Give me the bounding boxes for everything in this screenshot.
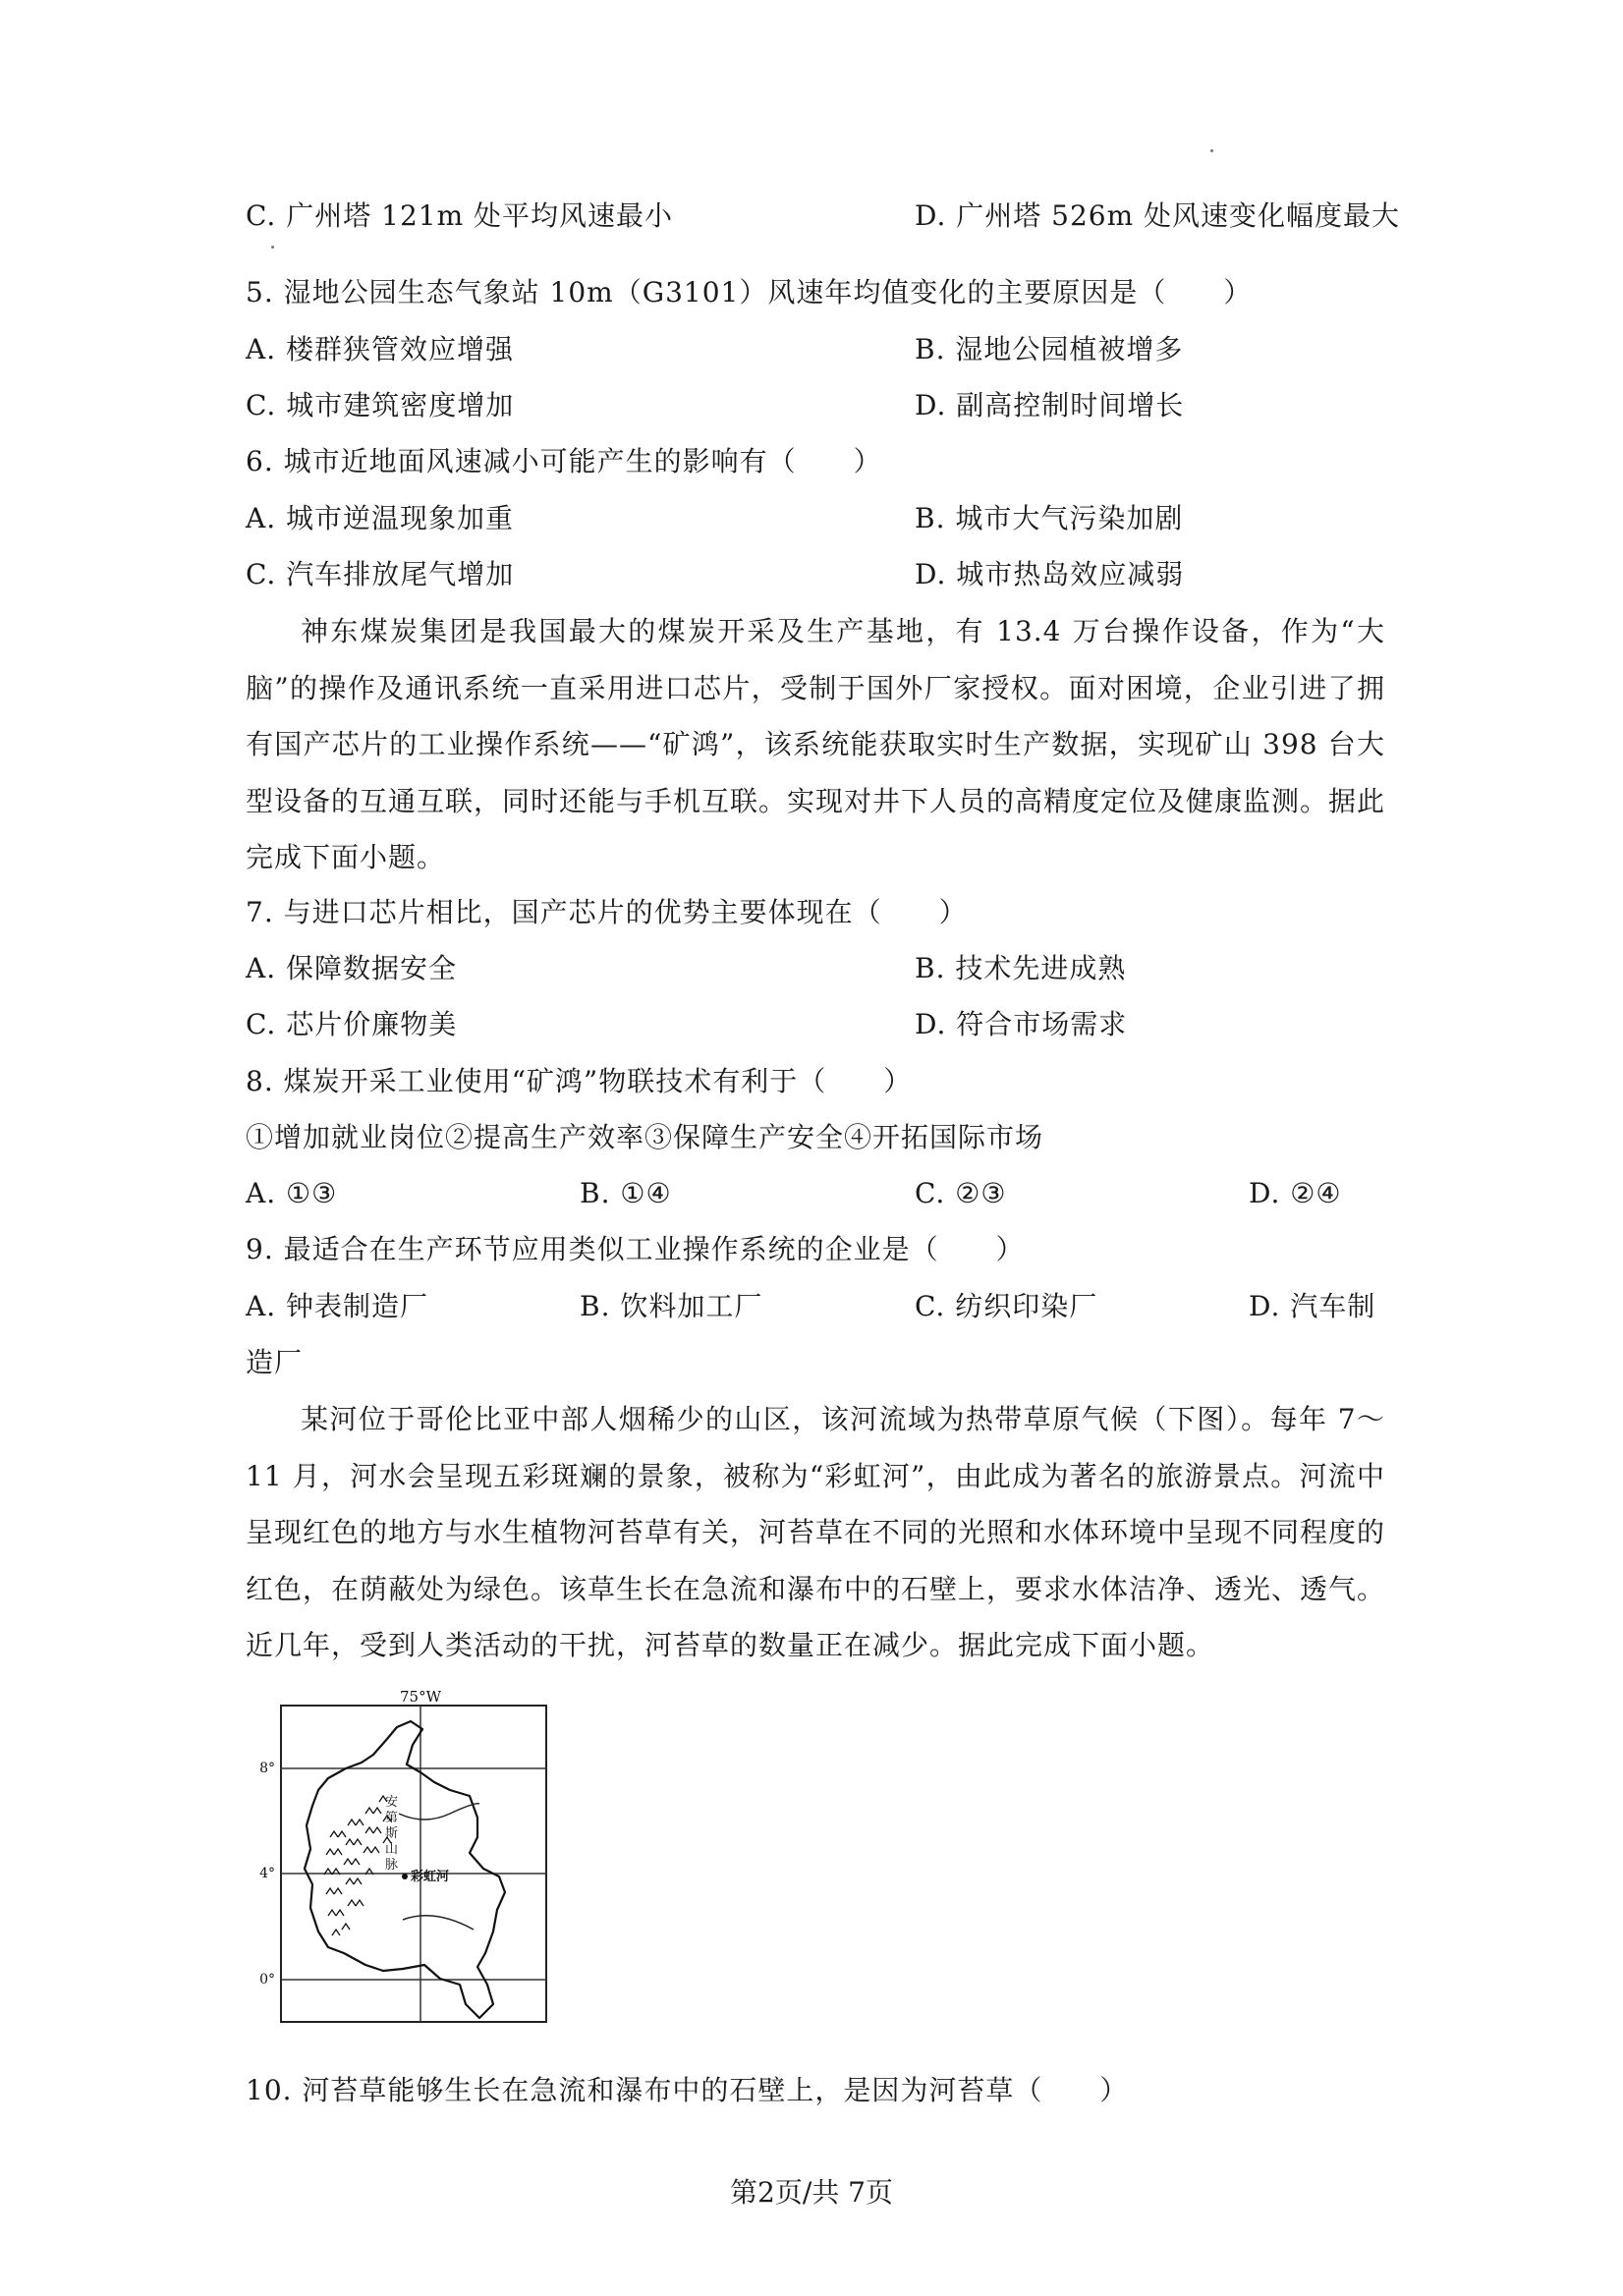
q10-stem: 10. 河苔草能够生长在急流和瀑布中的石壁上，是因为河苔草（ ）: [246, 2074, 1129, 2106]
latitude-label-8: 8°: [259, 1761, 275, 1776]
q8-option-d: D. ②④: [1249, 1177, 1342, 1209]
q9-option-d-wrap: 造厂: [246, 1346, 304, 1378]
latitude-label-0: 0°: [259, 1972, 275, 1988]
colombia-map: [259, 1688, 554, 2042]
q8-option-c: C. ②③: [915, 1177, 1007, 1209]
q9-option-d: D. 汽车制: [1249, 1290, 1376, 1322]
passage-rainbow-text: 某河位于哥伦比亚中部人烟稀少的山区，该河流域为热带草原气候（下图）。每年 7～11 月，河水会呈现五彩斑斓的景象，被称为“彩虹河”，由此成为著名的旅游景点。河流中呈现红色的地方与水生植物河苔草有关，河苔草在不同的光照和水体环境中呈现不同程度的红色，在荫蔽处为绿色。该草生长在急流和瀑布中的石壁上，要求水体洁净、透光、透气。近几年，受到人类活动的干扰，河苔草的数量正在减少。据此完成下面小题。: [246, 1403, 1386, 1661]
q7-option-a: A. 保障数据安全: [246, 952, 458, 984]
q8-items: ①增加就业岗位②提高生产效率③保障生产安全④开拓国际市场: [246, 1121, 1044, 1153]
q9-stem: 9. 最适合在生产环节应用类似工业操作系统的企业是（ ）: [246, 1233, 1025, 1265]
river-line: [399, 1804, 479, 1820]
q8-option-b: B. ①④: [580, 1177, 672, 1209]
scan-speck: [271, 246, 274, 249]
q5-stem: 5. 湿地公园生态气象站 10m（G3101）风速年均值变化的主要原因是（ ）: [246, 276, 1253, 308]
q5-option-d: D. 副高控制时间增长: [915, 389, 1185, 421]
andes-mountains-label: 安第斯山脉: [385, 1795, 399, 1873]
q5-option-c: C. 城市建筑密度增加: [246, 389, 515, 421]
q5-option-a: A. 楼群狭管效应增强: [246, 333, 515, 365]
q6-option-a: A. 城市逆温现象加重: [246, 502, 515, 534]
q6-option-d: D. 城市热岛效应减弱: [915, 558, 1185, 590]
q9-option-b: B. 饮料加工厂: [580, 1290, 763, 1322]
q4-option-d: D. 广州塔 526m 处风速变化幅度最大: [915, 199, 1401, 232]
mountain-symbols: [324, 1796, 391, 1935]
rainbow-river-label: 彩虹河: [411, 1870, 450, 1884]
scan-speck: [1210, 149, 1213, 152]
map-frame: [281, 1706, 546, 2022]
q7-option-d: D. 符合市场需求: [915, 1008, 1128, 1040]
q6-option-c: C. 汽车排放尾气增加: [246, 558, 515, 590]
q5-option-b: B. 湿地公园植被增多: [915, 333, 1184, 365]
longitude-label: 75°W: [399, 1688, 442, 1706]
q8-stem: 8. 煤炭开采工业使用“矿鸿”物联技术有利于（ ）: [246, 1065, 913, 1097]
q4-option-c: C. 广州塔 121m 处平均风速最小: [246, 199, 674, 232]
q7-stem: 7. 与进口芯片相比，国产芯片的优势主要体现在（ ）: [246, 896, 968, 928]
river-line: [403, 1916, 474, 1930]
q6-stem: 6. 城市近地面风速减小可能产生的影响有（ ）: [246, 445, 882, 477]
q9-option-c: C. 纺织印染厂: [915, 1290, 1098, 1322]
q6-option-b: B. 城市大气污染加剧: [915, 502, 1184, 534]
passage-mining-text: 神东煤炭集团是我国最大的煤炭开采及生产基地，有 13.4 万台操作设备，作为“大脑”的操作及通讯系统一直采用进口芯片，受制于国外厂家授权。面对困境，企业引进了拥有国产芯片的工业操作系统——“矿鸿”，该系统能获取实时生产数据，实现矿山 398 台大型设备的互通互联，同时还能与手机互联。实现对井下人员的高精度定位及健康监测。据此完成下面小题。: [246, 615, 1386, 873]
q7-option-c: C. 芯片价廉物美: [246, 1008, 458, 1040]
latitude-label-4: 4°: [259, 1866, 275, 1881]
q7-option-b: B. 技术先进成熟: [915, 952, 1127, 984]
passage-mining-system: [246, 603, 1385, 886]
q8-option-a: A. ①③: [246, 1177, 338, 1209]
q9-option-a: A. 钟表制造厂: [246, 1290, 429, 1322]
passage-rainbow-river: [246, 1391, 1385, 1674]
page-number: 第2页/共 7页: [730, 2176, 893, 2209]
rainbow-river-marker: [402, 1874, 408, 1879]
